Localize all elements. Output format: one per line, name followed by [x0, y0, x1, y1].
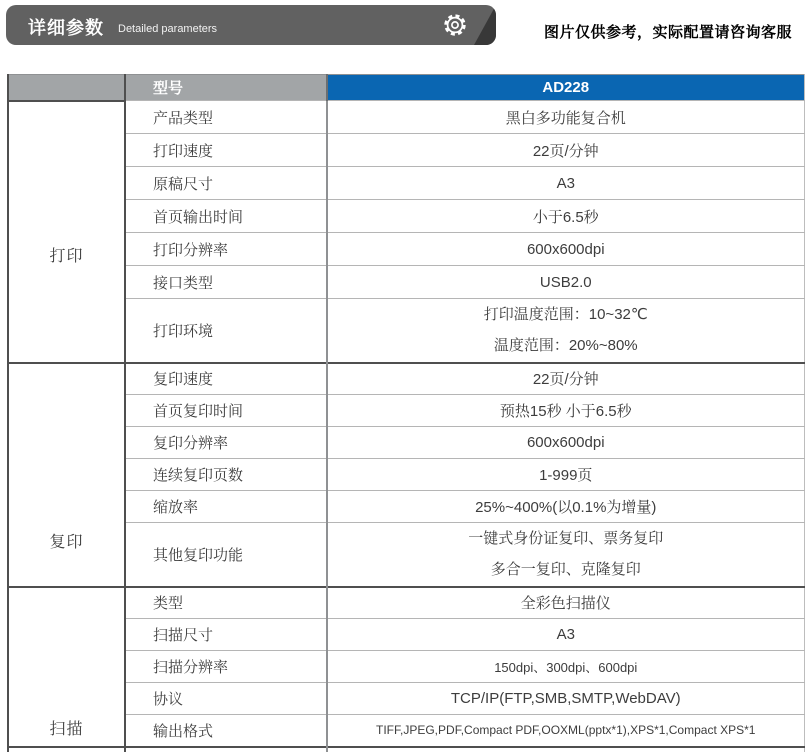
param-value: 22页/分钟 [327, 363, 804, 395]
table-row [8, 200, 804, 233]
group-label: 打印 [49, 247, 84, 265]
param-label: 复印分辨率 [125, 427, 327, 459]
truncated-value-cell [327, 747, 804, 752]
disclaimer-text: 图片仅供参考，实际配置请咨询客服 [544, 24, 793, 41]
param-value-line: 打印温度范围：10~32℃ [483, 306, 648, 324]
model-value-cell: AD228 [327, 75, 804, 101]
param-value: A3 [327, 167, 804, 200]
param-value: TIFF,JPEG,PDF,Compact PDF,OOXML(pptx*1),XPS*1,Compact XPS*1 [327, 715, 804, 747]
table-row [8, 233, 804, 266]
param-value: 150dpi、300dpi、600dpi [327, 651, 804, 683]
table-row [8, 683, 804, 715]
group-cell [8, 363, 125, 587]
param-label: 连续复印页数 [125, 459, 327, 491]
table-row [8, 363, 804, 395]
group-label: 复印 [49, 533, 84, 551]
table-row [8, 134, 804, 167]
param-value: USB2.0 [327, 266, 804, 299]
table-row [8, 101, 804, 134]
param-label: 打印速度 [125, 134, 327, 167]
spec-table-body [8, 75, 804, 752]
table-row [8, 299, 804, 363]
banner-title-en: Detailed parameters [118, 23, 218, 35]
header-blank-cell [8, 75, 125, 101]
table-row [8, 491, 804, 523]
param-value: 全彩色扫描仪 [327, 587, 804, 619]
param-value: TCP/IP(FTP,SMB,SMTP,WebDAV) [327, 683, 804, 715]
model-label-cell: 型号 [125, 75, 327, 101]
param-label: 原稿尺寸 [125, 167, 327, 200]
param-label: 首页输出时间 [125, 200, 327, 233]
param-value-line: 多合一复印、克隆复印 [490, 561, 641, 579]
table-row [8, 715, 804, 747]
param-label: 扫描分辨率 [125, 651, 327, 683]
banner-title-zh: 详细参数 [28, 18, 104, 38]
table-row [8, 651, 804, 683]
param-label: 打印环境 [125, 299, 327, 363]
table-row [8, 459, 804, 491]
param-value: 小于6.5秒 [327, 200, 804, 233]
param-label: 协议 [125, 683, 327, 715]
table-row [8, 266, 804, 299]
table-row [8, 167, 804, 200]
param-label: 复印速度 [125, 363, 327, 395]
param-label: 打印分辨率 [125, 233, 327, 266]
group-label: 扫描 [49, 720, 84, 738]
param-label: 缩放率 [125, 491, 327, 523]
table-row [8, 395, 804, 427]
param-value: 预热15秒 小于6.5秒 [327, 395, 804, 427]
group-cell [8, 587, 125, 747]
group-cell [8, 101, 125, 363]
table-row [8, 587, 804, 619]
table-row [8, 427, 804, 459]
param-value: 1-999页 [327, 459, 804, 491]
param-label: 类型 [125, 587, 327, 619]
gear-icon [442, 12, 468, 38]
param-label: 产品类型 [125, 101, 327, 134]
param-value: 22页/分钟 [327, 134, 804, 167]
param-value: 黑白多功能复合机 [327, 101, 804, 134]
banner-fold-wedge [474, 5, 496, 45]
truncated-param-cell [125, 747, 327, 752]
table-header-row [8, 75, 804, 101]
param-value: 25%~400%(以0.1%为增量) [327, 491, 804, 523]
param-label: 扫描尺寸 [125, 619, 327, 651]
param-label: 首页复印时间 [125, 395, 327, 427]
param-label: 接口类型 [125, 266, 327, 299]
param-value: 600x600dpi [327, 233, 804, 266]
param-label: 输出格式 [125, 715, 327, 747]
table-row [8, 619, 804, 651]
param-value-line: 一键式身份证复印、票务复印 [468, 530, 664, 548]
param-value: 600x600dpi [327, 427, 804, 459]
param-value: A3 [327, 619, 804, 651]
detailed-parameters-banner [6, 5, 496, 45]
param-value [327, 523, 804, 587]
truncated-group-cell [8, 747, 125, 752]
table-row [8, 523, 804, 587]
spec-table [7, 74, 805, 752]
param-label: 其他复印功能 [125, 523, 327, 587]
param-value-line: 温度范围：20%~80% [493, 337, 638, 355]
param-value [327, 299, 804, 363]
truncated-row [8, 747, 804, 752]
